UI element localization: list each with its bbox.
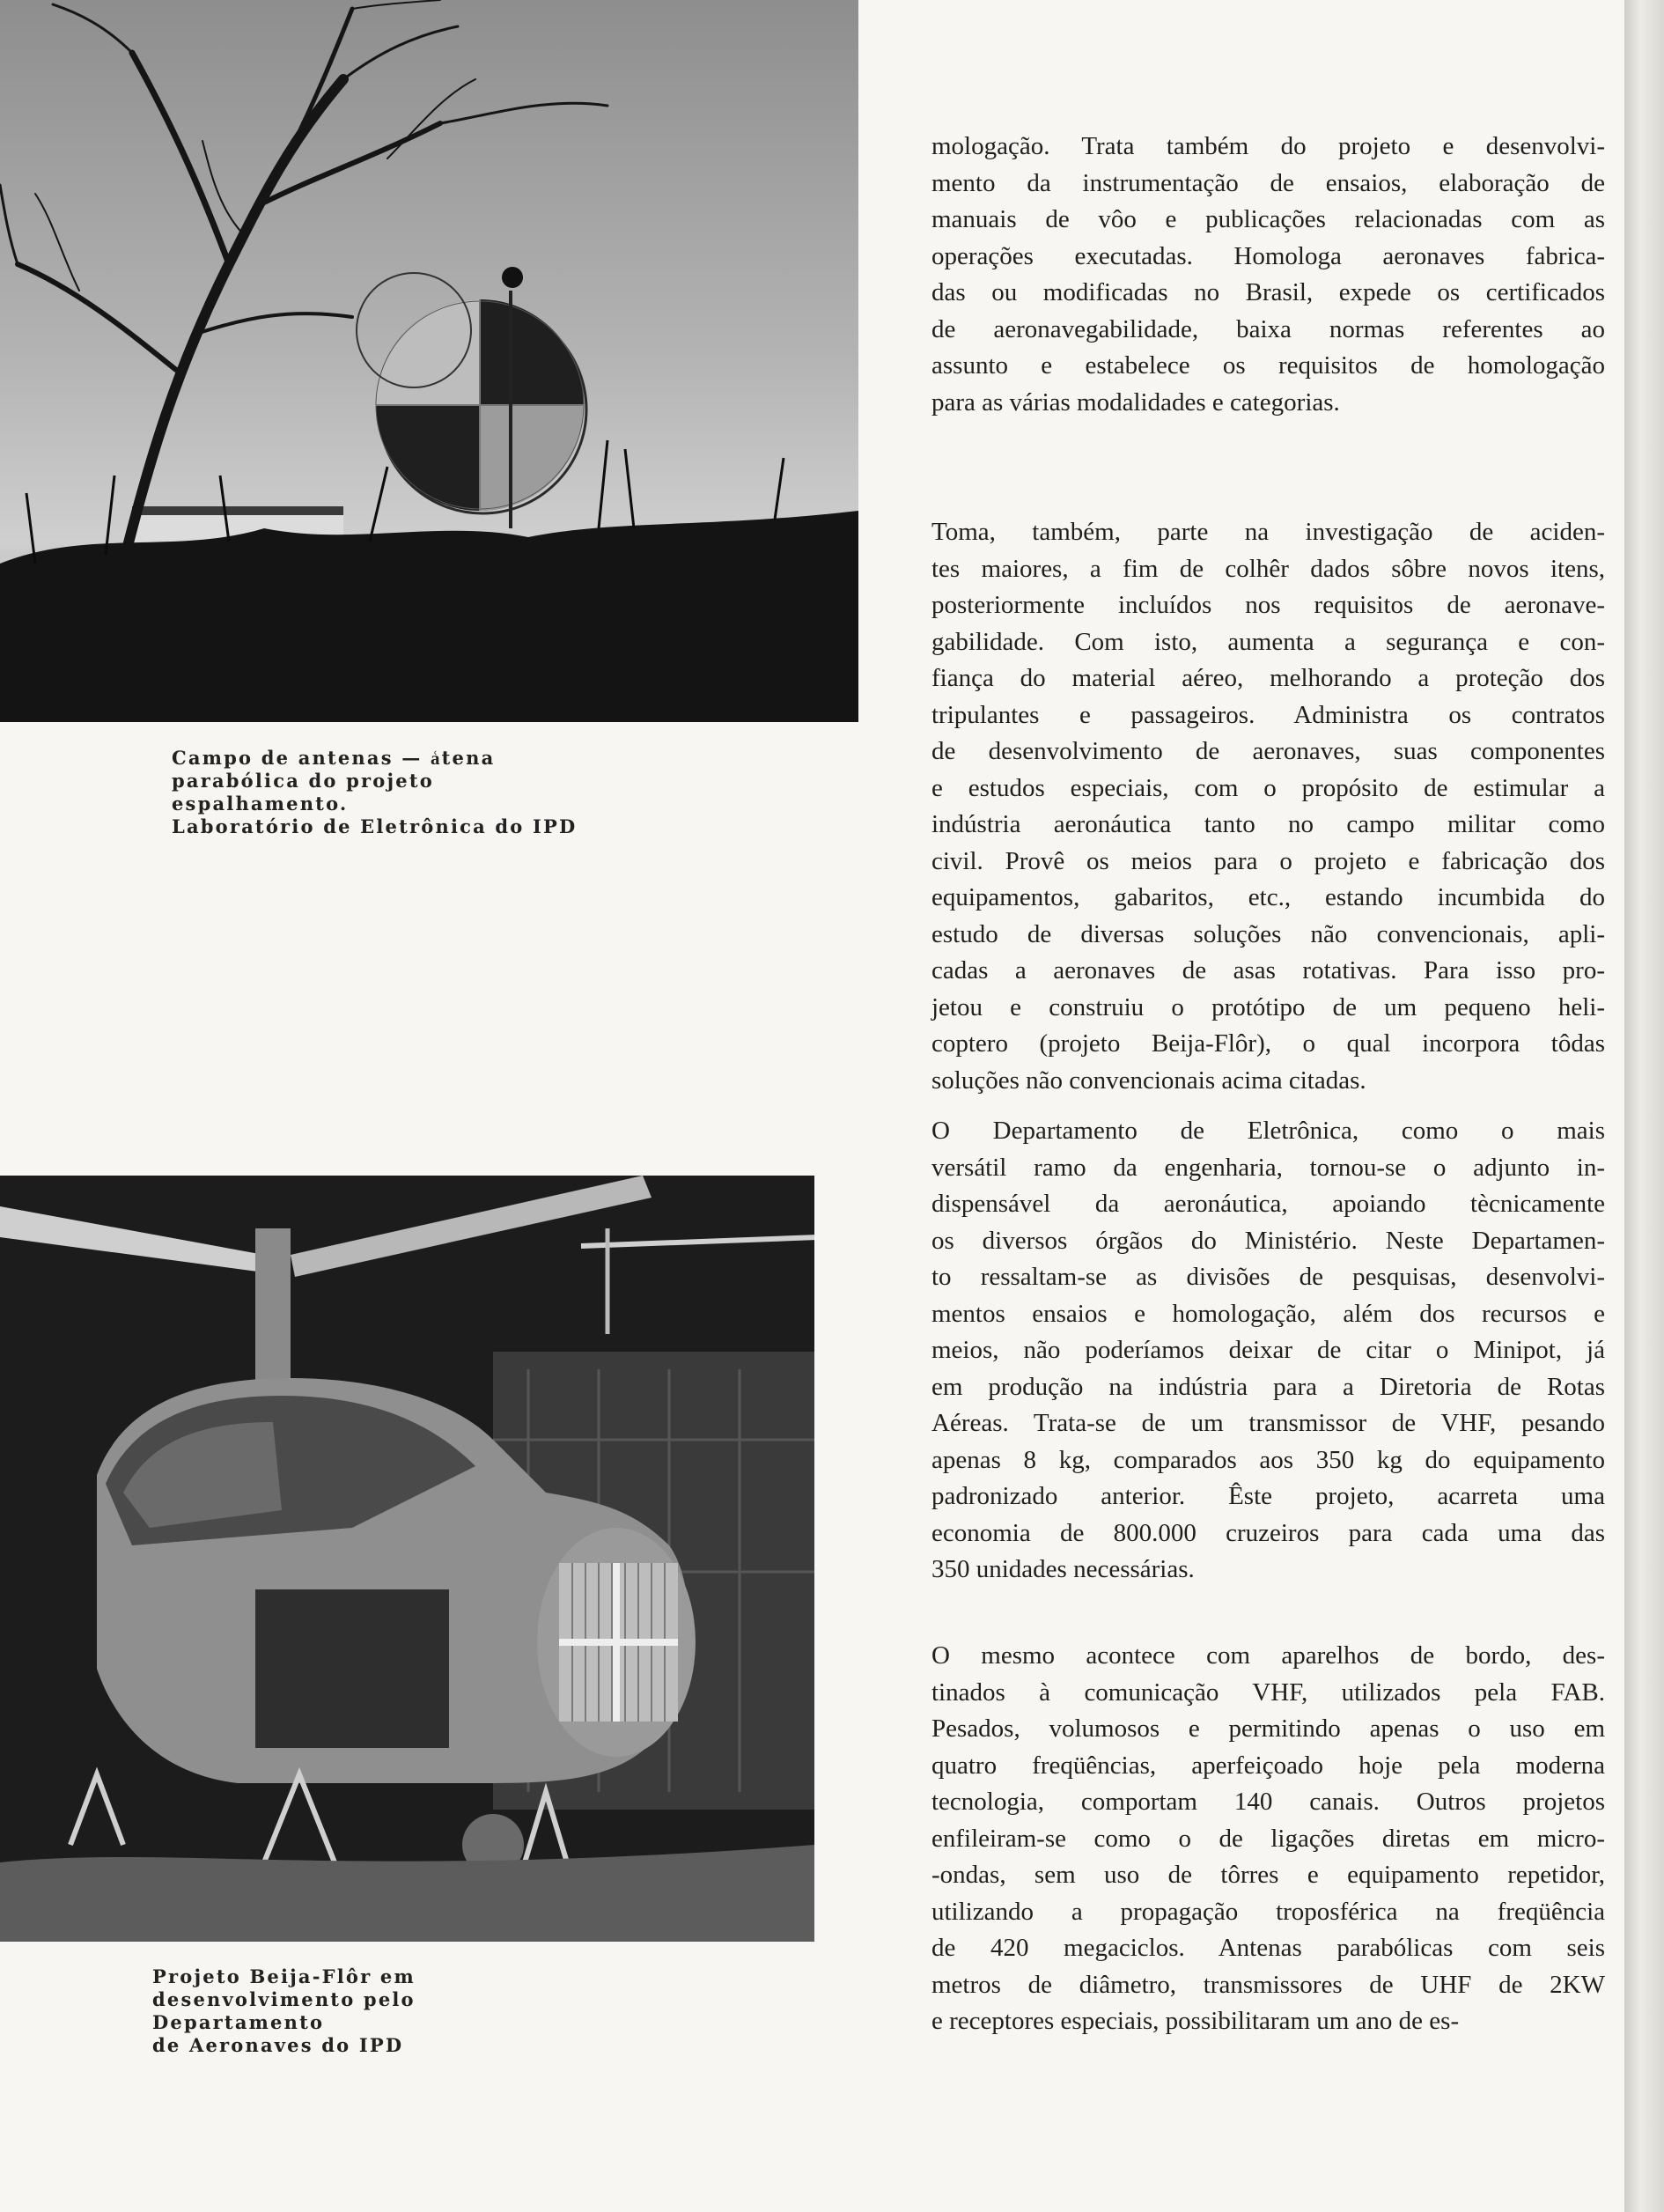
text-line: coptero (projeto Beija-Flôr), o qual incorpora tôdas — [931, 1029, 1605, 1058]
text-line: de aeronavegabilidade, baixa normas referentes ao — [931, 314, 1605, 343]
paragraph-onboard-equipment — [931, 1638, 1605, 2040]
text-line: soluções não convencionais acima citadas. — [931, 1065, 1366, 1095]
text-line: enfileiram-se como o de ligações diretas em micro- — [931, 1824, 1605, 1853]
text-line: apenas 8 kg, comparados aos 350 kg do equipamento — [931, 1445, 1605, 1474]
text-line: tecnologia, comportam 140 canais. Outros projetos — [931, 1788, 1605, 1816]
text-line: civil. Provê os meios para o projeto e fabricação dos — [931, 846, 1605, 875]
text-line: tes maiores, a fim de colhêr dados sôbre novos itens, — [931, 554, 1605, 583]
text-line: de 420 megaciclos. Antenas parabólicas com seis — [931, 1934, 1605, 1962]
text-line: utilizando a propagação troposférica na freqüência — [931, 1897, 1605, 1926]
text-line: estudo de diversas soluções não convencionais, apli- — [931, 919, 1605, 948]
text-line: tinados à comunicação VHF, utilizados pela FAB. — [931, 1677, 1605, 1707]
text-line: equipamentos, gabaritos, etc., estando incumbida do — [931, 883, 1605, 911]
text-line: mento da instrumentação de ensaios, elaboração de — [931, 168, 1605, 197]
text-line: meios, não poderíamos deixar de citar o Minipot, já — [931, 1336, 1605, 1364]
antenna-photo-caption — [172, 747, 585, 838]
text-line: os diversos órgãos do Ministério. Neste Departamen- — [931, 1226, 1605, 1255]
text-line: to ressaltam-se as divisões de pesquisas, desenvolvi- — [931, 1263, 1605, 1291]
text-line: indústria aeronáutica tanto no campo militar como — [931, 810, 1605, 838]
text-line: e estudos especiais, com o propósito de estimular a — [931, 773, 1605, 802]
text-line: e receptores especiais, possibilitaram um ano de es- — [931, 2007, 1460, 2035]
text-line: mentos ensaios e homologação, além dos recursos e — [931, 1299, 1605, 1328]
caption-line: desenvolvimento pelo Departamento — [152, 1988, 416, 2033]
caption-line: parabólica do projeto espalhamento. — [172, 770, 434, 815]
text-line: posteriormente incluídos nos requisitos de aeronave- — [931, 591, 1605, 619]
text-line: dispensável da aeronáutica, apoiando tècnicamente — [931, 1190, 1605, 1218]
text-line: para as várias modalidades e categorias. — [931, 387, 1340, 417]
paragraph-electronics-department — [931, 1113, 1605, 1589]
text-line: economia de 800.000 cruzeiros para cada uma das — [931, 1518, 1605, 1547]
caption-line: Projeto Beija-Flôr em — [152, 1965, 416, 1987]
helicopter-photo-caption — [152, 1965, 584, 2057]
text-line: padronizado anterior. Êste projeto, acarreta uma — [931, 1482, 1605, 1510]
caption-line: Laboratório de Eletrônica do IPD — [172, 815, 578, 837]
text-line: metros de diâmetro, transmissores de UHF de 2KW — [931, 1970, 1605, 1999]
text-line: jetou e construiu o protótipo de um pequeno heli- — [931, 992, 1605, 1021]
helicopter-photo — [0, 1176, 814, 1942]
text-line: gabilidade. Com isto, aumenta a segurança e con- — [931, 627, 1605, 656]
paragraph-homologation — [931, 129, 1605, 421]
caption-line: de Aeronaves do IPD — [152, 2034, 404, 2056]
text-line: Toma, também, parte na investigação de aciden- — [931, 518, 1605, 546]
text-line: das ou modificadas no Brasil, expede os certificados — [931, 278, 1605, 306]
text-line: quatro freqüências, aperfeiçoado hoje pela moderna — [931, 1751, 1605, 1780]
text-line: cadas a aeronaves de asas rotativas. Para isso pro- — [931, 956, 1605, 984]
text-line: manuais de vôo e publicações relacionadas com as — [931, 205, 1605, 233]
text-line: O Departamento de Eletrônica, como o mais — [931, 1117, 1605, 1145]
antenna-photo — [0, 0, 858, 722]
page-edge-shadow — [1624, 0, 1664, 2212]
text-line: Pesados, volumosos e permitindo apenas o uso em — [931, 1714, 1605, 1743]
text-line: em produção na indústria para a Diretoria de Rotas — [931, 1372, 1605, 1401]
caption-line: Campo de antenas — a͑tena — [172, 747, 496, 769]
text-line: operações executadas. Homologa aeronaves fabrica- — [931, 241, 1605, 270]
text-line: O mesmo acontece com aparelhos de bordo, des- — [931, 1641, 1605, 1670]
paragraph-accident-investigation — [931, 514, 1605, 1099]
text-line: assunto e estabelece os requisitos de homologação — [931, 351, 1605, 380]
text-line: de desenvolvimento de aeronaves, suas componentes — [931, 737, 1605, 765]
text-line: versátil ramo da engenharia, tornou-se o adjunto in- — [931, 1153, 1605, 1182]
text-line: mologação. Trata também do projeto e desenvolvi- — [931, 132, 1605, 160]
text-line: fiança do material aéreo, melhorando a proteção dos — [931, 664, 1605, 692]
text-line: -ondas, sem uso de tôrres e equipamento repetidor, — [931, 1861, 1605, 1889]
text-line: tripulantes e passageiros. Administra os contratos — [931, 700, 1605, 729]
text-line: Aéreas. Trata-se de um transmissor de VHF, pesando — [931, 1409, 1605, 1437]
text-line: 350 unidades necessárias. — [931, 1555, 1195, 1583]
